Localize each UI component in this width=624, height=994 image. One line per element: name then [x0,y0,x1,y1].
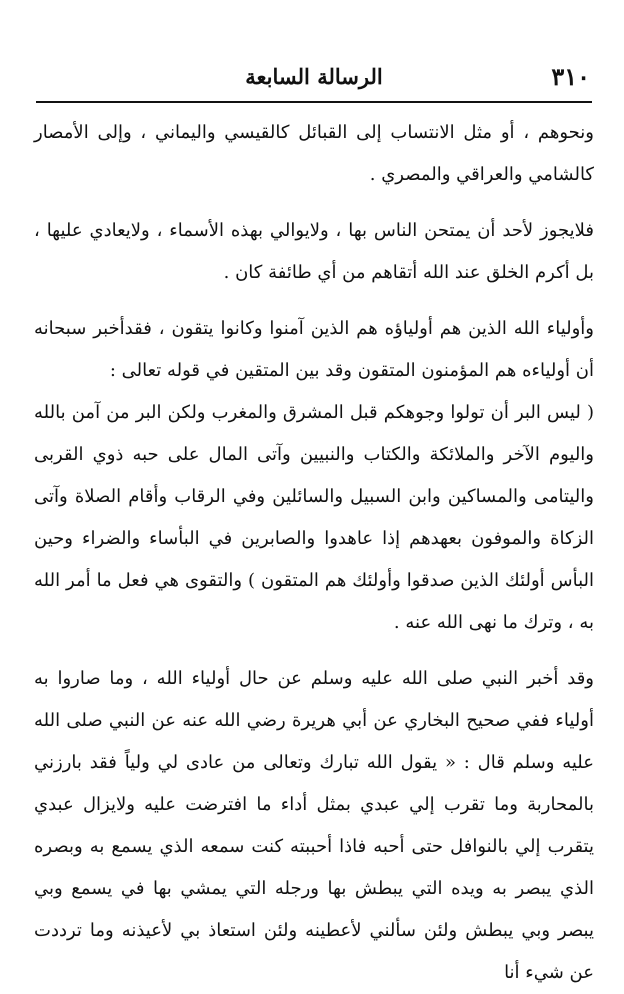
paragraph-2: فلايجوز لأحد أن يمتحن الناس بها ، ولايوالي بهذه الأسماء ، ولايعادي عليها ، بل أكرم الخلق عند الله أتقاهم من أي طائفة كان . [34,220,594,283]
paragraph-1: ونحوهم ، أو مثل الانتساب إلى القبائل كالقيسي واليماني ، وإلى الأمصار كالشامي والعراقي والمصري . [34,122,594,185]
page-header [38,58,590,98]
paragraph-3: وأولياء الله الذين هم أولياؤه هم الذين آمنوا وكانوا يتقون ، فقدأخبر سبحانه أن أولياءه هم المؤمنون المتقون وقد بين المتقين في قوله تعالى : [34,318,594,381]
header-rule [36,101,592,103]
quran-quote-paragraph: ( ليس البر أن تولوا وجوهكم قبل المشرق والمغرب ولكن البر من آمن بالله واليوم الآخر والملائكة والكتاب والنبيين وآتى المال على حبه ذوي القربى واليتامى والمساكين وابن السبيل والسائلين وفي الرقاب وأقام الصلاة وآتى الزكاة والموفون بعهدهم إذا عاهدوا والصابرين في البأساء والضراء وحين البأس أولئك الذين صدقوا وأولئك هم المتقون ) والتقوى هي فعل ما أمر الله به ، وترك ما نهى الله عنه . [34,402,594,633]
running-title: الرسالة السابعة [245,64,383,89]
paragraph-5: وقد أخبر النبي صلى الله عليه وسلم عن حال أولياء الله ، وما صاروا به أولياء ففي صحيح البخاري عن أبي هريرة رضي الله عنه عن النبي صلى الله عليه وسلم قال : « يقول الله تبارك وتعالى من عادى لي ولياً فقد بارزني بالمحاربة وما تقرب إلي عبدي بمثل أداء ما افترضت عليه ولايزال عبدي يتقرب إلي بالنوافل حتى أحبه فاذا أحببته كنت سمعه الذي يسمع به وبصره الذي يبصر به ويده التي يبطش بها ورجله التي يمشي بها في يسمع وبي يبصر وبي يبطش ولئن سألني لأعطينه ولئن استعاذ بي لأعيذنه وما ترددت عن شيء أنا [34,668,594,983]
page-number: ٣١٠ [551,62,590,91]
page-body [34,112,594,994]
